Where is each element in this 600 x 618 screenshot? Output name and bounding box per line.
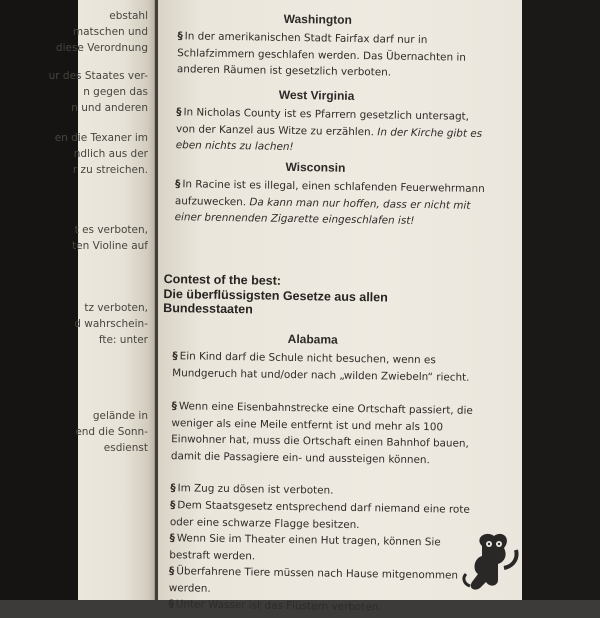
law-comment: In der Kirche gibt es eben nichts zu lachen! xyxy=(175,125,483,153)
law-comment: Da kann man nur hoffen, dass er nicht mit einer brennenden Zigarette eingeschlafen ist! xyxy=(174,195,471,227)
left-page xyxy=(48,0,155,600)
contest-heading xyxy=(163,272,464,320)
law-text: Wenn Sie im Theater einen Hut tragen, können Sie bestraft werden. xyxy=(169,532,441,562)
law-west-virginia xyxy=(176,104,487,158)
left-line: ten Violine auf xyxy=(72,240,148,252)
law-text: In der amerikanischen Stadt Fairfax darf nur in Schlafzimmern geschlafen werden. Das Übernachten in anderen Räumen ist gesetzlich verboten. xyxy=(176,30,466,79)
section-icon: § xyxy=(176,106,182,119)
left-line: diese Verordnung xyxy=(55,42,148,54)
contest-heading-line: Die überflüssigsten Gesetze aus allen xyxy=(163,286,388,304)
law-alabama-2 xyxy=(171,398,482,469)
section-icon: § xyxy=(175,178,181,191)
left-line: r zu streichen. xyxy=(72,164,148,176)
law-text: In Nicholas County ist es Pfarrern gesetzlich untersagt, von der Kanzel aus Witze zu erzählen. xyxy=(175,106,470,138)
left-line: gelände in xyxy=(92,410,148,422)
law-text: Wenn eine Eisenbahnstrecke eine Ortschaft passiert, die weniger als eine Meile entfernt ist und mehr als 100 Einwohner hat, muss die Ortschaft einen Bahnhof bauen, damit die Passagiere ein- und aussteigen können. xyxy=(170,400,473,466)
left-line: n und anderen xyxy=(71,102,148,114)
left-line: d wahrschein- xyxy=(74,318,148,330)
left-line: fte: unter xyxy=(98,334,148,346)
left-line: tz verboten, xyxy=(84,302,148,314)
state-heading-washington: Washington xyxy=(283,11,352,27)
left-line: esdienst xyxy=(103,442,148,454)
state-heading-west-virginia: West Virginia xyxy=(278,87,355,103)
dark-surface-right xyxy=(522,0,600,600)
law-alabama-5 xyxy=(169,530,479,568)
law-alabama-6 xyxy=(169,563,479,601)
right-page xyxy=(158,0,522,614)
law-washington xyxy=(177,28,488,82)
law-text: Unter Wasser ist das Flüstern verboten. xyxy=(175,598,382,614)
law-alabama-1 xyxy=(172,348,482,386)
left-page-text xyxy=(48,0,154,600)
monster-illustration-icon xyxy=(460,528,520,594)
open-book xyxy=(48,0,522,614)
section-icon: § xyxy=(170,482,176,495)
contest-heading-line: Contest of the best: xyxy=(163,271,282,288)
law-text: Überfahrene Tiere müssen nach Hause mitgenommen werden. xyxy=(168,565,459,595)
section-icon: § xyxy=(170,499,176,512)
law-text: Ein Kind darf die Schule nicht besuchen, wenn es Mundgeruch hat und/oder nach „wilden Zwiebeln“ riecht. xyxy=(172,350,470,384)
left-line: ndlich aus der xyxy=(73,148,148,160)
right-page-content xyxy=(159,4,506,614)
section-icon: § xyxy=(169,532,175,545)
section-icon: § xyxy=(172,350,178,363)
dark-surface-left xyxy=(0,0,78,600)
left-line: n gegen das xyxy=(83,86,148,98)
state-heading-wisconsin: Wisconsin xyxy=(285,159,346,175)
law-text: Im Zug zu dösen ist verboten. xyxy=(177,482,334,497)
left-line: end die Sonn- xyxy=(75,426,148,438)
section-icon: § xyxy=(177,30,183,43)
law-text: In Racine ist es illegal, einen schlafenden Feuerwehrmann aufzuwecken. xyxy=(174,178,485,208)
law-alabama-4 xyxy=(170,497,480,535)
law-alabama-7 xyxy=(168,596,478,617)
law-wisconsin xyxy=(175,176,486,230)
section-icon: § xyxy=(168,598,174,611)
law-text: Dem Staatsgesetz entsprechend darf niemand eine rote oder eine schwarze Flagge besitzen. xyxy=(169,499,470,531)
state-heading-alabama: Alabama xyxy=(287,331,338,347)
left-line: en die Texaner im xyxy=(54,132,148,144)
section-icon: § xyxy=(168,565,175,578)
left-line: ur des Staates ver- xyxy=(48,70,148,82)
contest-heading-line: Bundesstaaten xyxy=(163,300,253,317)
left-line: ebstahl xyxy=(109,10,148,22)
section-icon: § xyxy=(171,400,177,413)
left-line: matschen und xyxy=(72,26,148,38)
left-line: t es verboten, xyxy=(74,224,148,236)
